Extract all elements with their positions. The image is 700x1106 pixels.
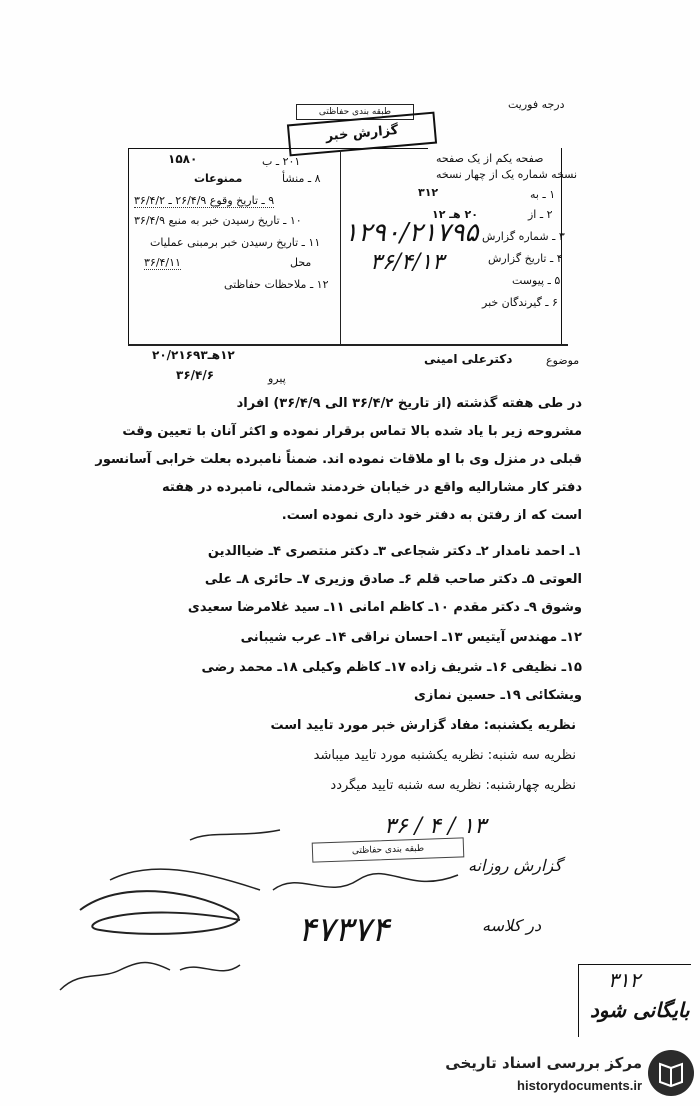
- form-divider: [340, 150, 341, 344]
- archive-logo-icon: [648, 1050, 694, 1096]
- form-item10: ۱۰ ـ تاریخ رسیدن خبر به منبع ۳۶/۴/۹: [134, 214, 302, 227]
- opinion-line: نظریه سه شنبه: نظریه یکشنبه مورد تایید میباشد: [313, 748, 576, 763]
- subject-number: ۱۲هـ۲۰/۲۱۶۹۳: [152, 348, 235, 362]
- form-bottom-line: [128, 344, 568, 346]
- handwritten-scribble: [268, 860, 468, 910]
- form-item12: ۱۲ ـ ملاحظات حفاظتی: [224, 278, 329, 291]
- handwritten-report-note: گزارش روزانه: [468, 856, 562, 875]
- form-item11: ۱۱ ـ تاریخ رسیدن خبر برمبنی عملیات: [150, 236, 321, 249]
- form-code: ۱۵۸۰: [168, 152, 198, 166]
- form-ref: ۲۰۱ ـ ب: [262, 155, 301, 168]
- form-item9: ۹ ـ تاریخ وقوع ۲۶/۴/۹ ـ ۳۶/۴/۲: [134, 194, 275, 207]
- form-item3-value: ۱۲۹۰/۲۱۷۹۵: [344, 218, 479, 248]
- subject-label: موضوع: [546, 354, 580, 367]
- watermark-title: مرکز بررسی اسناد تاریخی: [445, 1054, 642, 1072]
- body-line: است که از رفتن به دفتر خود داری نموده است.: [281, 508, 582, 523]
- classification-stamp: طبقه بندی حفاظتی: [296, 104, 414, 120]
- opinion-line: نظریه چهارشنبه: نظریه سه شنبه تایید میگردد: [330, 778, 576, 793]
- form-rating: ممنوعات: [194, 172, 243, 185]
- watermark-url[interactable]: historydocuments.ir: [517, 1078, 642, 1093]
- subject-date-label: پیرو: [268, 372, 286, 385]
- subject-value: دکترعلی امینی: [424, 352, 513, 366]
- report-stamp: گزارش خبر: [287, 112, 437, 157]
- document-number: ۴۷۳۷۴: [298, 910, 390, 950]
- subject-date: ۳۶/۴/۶: [176, 368, 215, 382]
- names-line: ۱۲ـ مهندس آیتیس ۱۳ـ احسان نراقی ۱۴ـ عرب شیبانی: [240, 630, 582, 645]
- form-item1-value: ۳۱۲: [418, 186, 439, 199]
- form-item6: ۶ ـ گیرندگان خبر: [482, 296, 558, 309]
- copy-number-line: نسخه شماره یک از چهار نسخه: [436, 168, 578, 181]
- body-line: مشروحه زیر با یاد شده بالا تماس برقرار نموده و اکثر آنان با تعیین وقت: [122, 424, 582, 439]
- form-item4: ۴ ـ تاریخ گزارش: [488, 252, 563, 265]
- form-item2-value: ۲۰ هـ ۱۲: [432, 208, 478, 221]
- opinion-line: نظریه یکشنبه: مفاد گزارش خبر مورد تایید است: [270, 718, 576, 733]
- page-count-line: صفحه یکم از یک صفحه: [436, 152, 544, 165]
- names-line: وشوق ۹ـ دکتر مقدم ۱۰ـ کاظم امانی ۱۱ـ سید غلامرضا سعیدی: [187, 600, 582, 615]
- book-icon: [648, 1050, 694, 1096]
- archive-note: بایگانی شود: [590, 998, 690, 1022]
- form-item11-place: محل: [290, 256, 312, 269]
- form-item5: ۵ ـ پیوست: [512, 274, 561, 287]
- form-item4-value: ۳۶/۴/۱۳: [370, 250, 444, 275]
- signature-scribble: [40, 820, 340, 1010]
- form-item2: ۲ ـ از: [528, 208, 553, 221]
- names-line: ۱ـ احمد نامدار ۲ـ دکتر شجاعی ۳ـ دکتر منتصری ۴ـ ضیاالدین: [207, 544, 582, 559]
- form-item3: ۳ ـ شماره گزارش: [482, 230, 565, 243]
- body-line: دفتر کار مشارالیه واقع در خیابان خردمند شمالی، نامبرده در هفته: [161, 480, 582, 495]
- watermark: [412, 1046, 700, 1106]
- names-line: ویشکائی ۱۹ـ حسین نمازی: [413, 688, 582, 703]
- priority-label: درجه فوریت: [508, 98, 565, 111]
- archive-number: ۳۱۲: [608, 968, 641, 992]
- body-line: در طی هفته گذشته (از تاریخ ۳۶/۴/۲ الی ۳۶/۴/۹) افراد: [236, 396, 582, 411]
- names-line: العوتی ۵ـ دکتر صاحب قلم ۶ـ صادق وزیری ۷ـ حائری ۸ـ علی: [204, 572, 582, 587]
- form-item1: ۱ ـ به: [530, 188, 556, 201]
- document-number-label: در کلاسه: [482, 916, 542, 935]
- names-line: ۱۵ـ نظیفی ۱۶ـ شریف زاده ۱۷ـ کاظم وکیلی ۱۸ـ محمد رضی: [201, 660, 582, 675]
- body-line: قبلی در منزل وی با او ملاقات نموده اند. ضمناً نامبرده بعلت خرابی آسانسور: [95, 452, 582, 467]
- handwritten-date: ۱۳ / ۴ / ۳۶: [384, 814, 486, 839]
- classification-stamp-2: طبقه بندی حفاظتی: [312, 837, 465, 862]
- form-item8: ۸ ـ منشأ: [282, 172, 321, 185]
- form-item11-value: ۳۶/۴/۱۱: [144, 256, 181, 269]
